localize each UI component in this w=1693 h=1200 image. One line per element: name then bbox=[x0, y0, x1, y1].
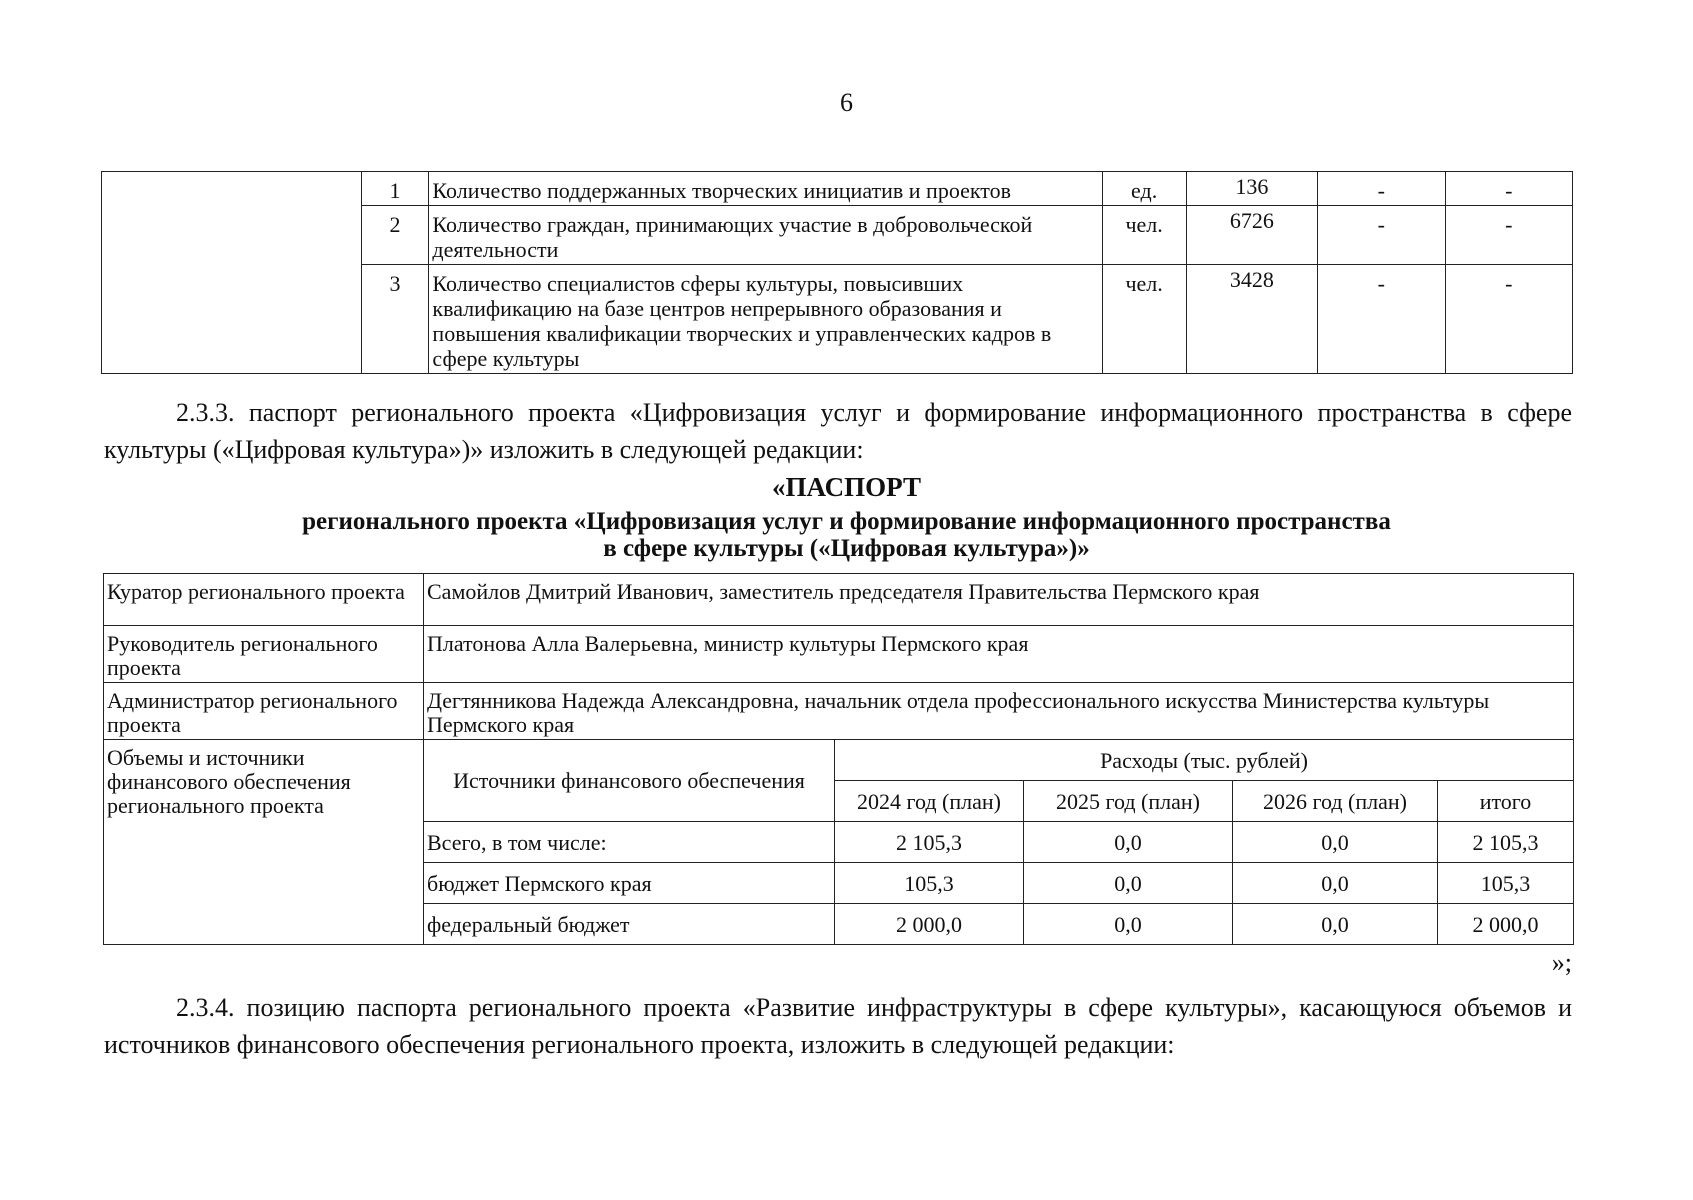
finance-value: 2 105,3 bbox=[835, 822, 1024, 863]
passport-subtitle-line-1: регионального проекта «Цифровизация услуг и формирование информационного пространства bbox=[302, 508, 1391, 535]
indicator-col5: - bbox=[1318, 265, 1445, 374]
indicator-col5: - bbox=[1318, 172, 1445, 206]
indicator-col5: - bbox=[1318, 206, 1445, 265]
finance-value: 0,0 bbox=[1233, 904, 1438, 945]
finance-table bbox=[424, 740, 1573, 944]
indicator-col6: - bbox=[1445, 265, 1572, 374]
table-row bbox=[104, 740, 1574, 945]
source-name: Всего, в том числе: bbox=[424, 822, 835, 863]
sources-header: Источники финансового обеспечения bbox=[424, 740, 835, 822]
indicator-value: 136 bbox=[1186, 172, 1318, 206]
table-row bbox=[102, 172, 1573, 206]
curator-label: Куратор регионального проекта bbox=[104, 574, 424, 626]
finance-value: 105,3 bbox=[835, 863, 1024, 904]
indicator-unit: чел. bbox=[1102, 206, 1186, 265]
empty-cell bbox=[102, 172, 362, 374]
indicator-unit: ед. bbox=[1102, 172, 1186, 206]
finance-value: 0,0 bbox=[1233, 822, 1438, 863]
finance-value: 2 000,0 bbox=[835, 904, 1024, 945]
table-row bbox=[104, 574, 1574, 626]
source-name: бюджет Пермского края bbox=[424, 863, 835, 904]
passport-subtitle bbox=[0, 508, 1693, 562]
finance-value: 0,0 bbox=[1233, 863, 1438, 904]
indicator-col6: - bbox=[1445, 172, 1572, 206]
table-row bbox=[424, 904, 1573, 945]
indicator-unit: чел. bbox=[1102, 265, 1186, 374]
admin-value: Дегтянникова Надежда Александровна, начальник отдела профессионального искусства Министерства культуры Пермского края bbox=[424, 683, 1574, 740]
year-header: 2026 год (план) bbox=[1233, 781, 1438, 822]
indicator-name: Количество граждан, принимающих участие в добровольческой деятельности bbox=[429, 206, 1102, 265]
finance-value: 2 105,3 bbox=[1438, 822, 1574, 863]
indicators-table bbox=[101, 171, 1573, 374]
year-header: 2025 год (план) bbox=[1024, 781, 1233, 822]
indicator-value: 6726 bbox=[1186, 206, 1318, 265]
paragraph-2-3-4: 2.3.4. позицию паспорта регионального проекта «Развитие инфраструктуры в сфере культуры», касающуюся объемов и источников финансового обеспечения регионального проекта, изложить в следующей редакции: bbox=[104, 993, 1572, 1059]
admin-label: Администратор регионального проекта bbox=[104, 683, 424, 740]
table-row bbox=[424, 740, 1573, 781]
indicator-col6: - bbox=[1445, 206, 1572, 265]
page-number: 6 bbox=[840, 88, 853, 117]
finance-value: 105,3 bbox=[1438, 863, 1574, 904]
paragraph-2-3-3: 2.3.3. паспорт регионального проекта «Цифровизация услуг и формирование информационного пространства в сфере культуры («Цифровая культура»)» изложить в следующей редакции: bbox=[104, 398, 1572, 464]
passport-table bbox=[103, 573, 1574, 945]
head-label: Руководитель регионального проекта bbox=[104, 626, 424, 683]
total-header: итого bbox=[1438, 781, 1574, 822]
indicator-number: 3 bbox=[361, 265, 429, 374]
closing-quote: »; bbox=[1551, 948, 1572, 977]
indicator-number: 2 bbox=[361, 206, 429, 265]
passport-title: «ПАСПОРТ bbox=[772, 472, 921, 502]
year-header: 2024 год (план) bbox=[835, 781, 1024, 822]
passport-subtitle-line-2: в сфере культуры («Цифровая культура»)» bbox=[603, 535, 1090, 562]
indicator-name: Количество поддержанных творческих инициатив и проектов bbox=[429, 172, 1102, 206]
table-row bbox=[104, 626, 1574, 683]
indicator-name: Количество специалистов сферы культуры, повысивших квалификацию на базе центров непрерывного образования и повышения квалификации творческих и управленческих кадров в сфере культуры bbox=[429, 265, 1102, 374]
head-value: Платонова Алла Валерьевна, министр культуры Пермского края bbox=[424, 626, 1574, 683]
finance-value: 0,0 bbox=[1024, 822, 1233, 863]
expenses-header: Расходы (тыс. рублей) bbox=[835, 740, 1574, 781]
finance-value: 0,0 bbox=[1024, 863, 1233, 904]
table-row bbox=[424, 863, 1573, 904]
table-row bbox=[104, 683, 1574, 740]
table-row bbox=[424, 822, 1573, 863]
source-name: федеральный бюджет bbox=[424, 904, 835, 945]
finance-value: 2 000,0 bbox=[1438, 904, 1574, 945]
curator-value: Самойлов Дмитрий Иванович, заместитель председателя Правительства Пермского края bbox=[424, 574, 1574, 626]
indicator-number: 1 bbox=[361, 172, 429, 206]
finance-label: Объемы и источники финансового обеспечения регионального проекта bbox=[104, 740, 424, 945]
finance-cell bbox=[424, 740, 1574, 945]
finance-value: 0,0 bbox=[1024, 904, 1233, 945]
indicator-value: 3428 bbox=[1186, 265, 1318, 374]
